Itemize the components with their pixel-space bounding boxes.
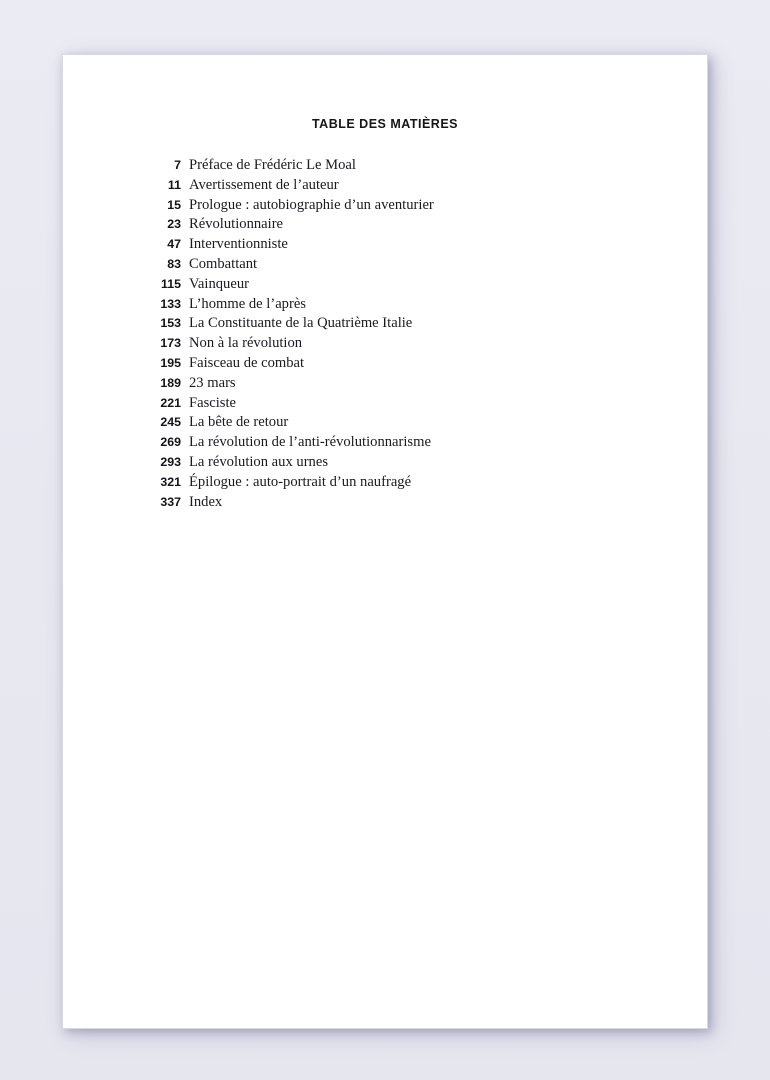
toc-entry-page-number: 23 [167, 217, 181, 232]
toc-entry[interactable] [63, 493, 707, 513]
toc-entry-label: L’homme de l’après [189, 295, 306, 312]
toc-entry-page-number: 173 [160, 336, 181, 351]
toc-entry[interactable] [63, 394, 707, 414]
toc-entry-page-number: 321 [160, 474, 181, 489]
toc-entry[interactable] [63, 354, 707, 374]
toc-entry[interactable] [63, 453, 707, 473]
toc-entry-label: 23 mars [189, 374, 236, 391]
toc-entry[interactable] [63, 176, 707, 196]
toc-entry-page-number: 115 [161, 276, 181, 291]
toc-entry-label: La révolution de l’anti-révolutionnarisme [189, 434, 431, 451]
toc-entry[interactable] [63, 413, 707, 433]
toc-entry[interactable] [63, 215, 707, 235]
toc-entry-label: Révolutionnaire [189, 216, 284, 233]
toc-entry-label: Non à la révolution [189, 335, 303, 352]
toc-entry-page-number: 245 [160, 415, 181, 430]
toc-entry-label: Combattant [189, 255, 258, 272]
toc-entry-label: Interventionniste [189, 236, 288, 253]
toc-entry[interactable] [63, 275, 707, 295]
toc-entry[interactable] [63, 235, 707, 255]
toc-entry-label: Fasciste [189, 394, 237, 411]
toc-entry-page-number: 337 [160, 494, 181, 509]
toc-entry-label: La Constituante de la Quatrième Italie [189, 315, 413, 332]
toc-entry[interactable] [63, 334, 707, 354]
toc-entry-label: Index [189, 493, 223, 510]
toc-entry[interactable] [63, 196, 707, 216]
table-of-contents [63, 131, 707, 512]
toc-entry-label: Épilogue : auto-portrait d’un naufragé [189, 473, 412, 490]
toc-entry-page-number: 11 [167, 177, 181, 192]
toc-entry-label: Faisceau de combat [189, 354, 305, 371]
toc-entry[interactable] [63, 255, 707, 275]
toc-entry-label: La révolution aux urnes [189, 453, 329, 470]
toc-entry[interactable] [63, 433, 707, 453]
toc-entry-page-number: 7 [174, 158, 181, 172]
toc-entry-label: Préface de Frédéric Le Moal [189, 157, 356, 173]
toc-entry[interactable] [63, 156, 707, 176]
toc-entry-page-number: 269 [160, 435, 181, 450]
toc-entry[interactable] [63, 295, 707, 315]
toc-entry-page-number: 47 [167, 237, 181, 252]
toc-entry[interactable] [63, 374, 707, 394]
toc-entry-page-number: 133 [160, 296, 181, 311]
toc-entry[interactable] [63, 314, 707, 334]
toc-entry-page-number: 293 [160, 454, 181, 469]
toc-entry-label: La bête de retour [189, 414, 289, 431]
page-title: TABLE DES MATIÈRES [311, 117, 459, 131]
toc-entry-page-number: 15 [167, 197, 181, 212]
toc-entry-label: Avertissement de l’auteur [189, 176, 339, 193]
toc-entry-page-number: 153 [160, 316, 181, 331]
toc-entry-page-number: 83 [167, 256, 181, 271]
toc-entry[interactable] [63, 473, 707, 493]
toc-entry-label: Prologue : autobiographie d’un aventurier [189, 196, 434, 213]
toc-entry-label: Vainqueur [189, 275, 249, 292]
document-page [62, 54, 708, 1029]
toc-entry-page-number: 221 [160, 395, 181, 410]
toc-entry-page-number: 189 [160, 375, 181, 390]
toc-entry-page-number: 195 [160, 355, 181, 370]
